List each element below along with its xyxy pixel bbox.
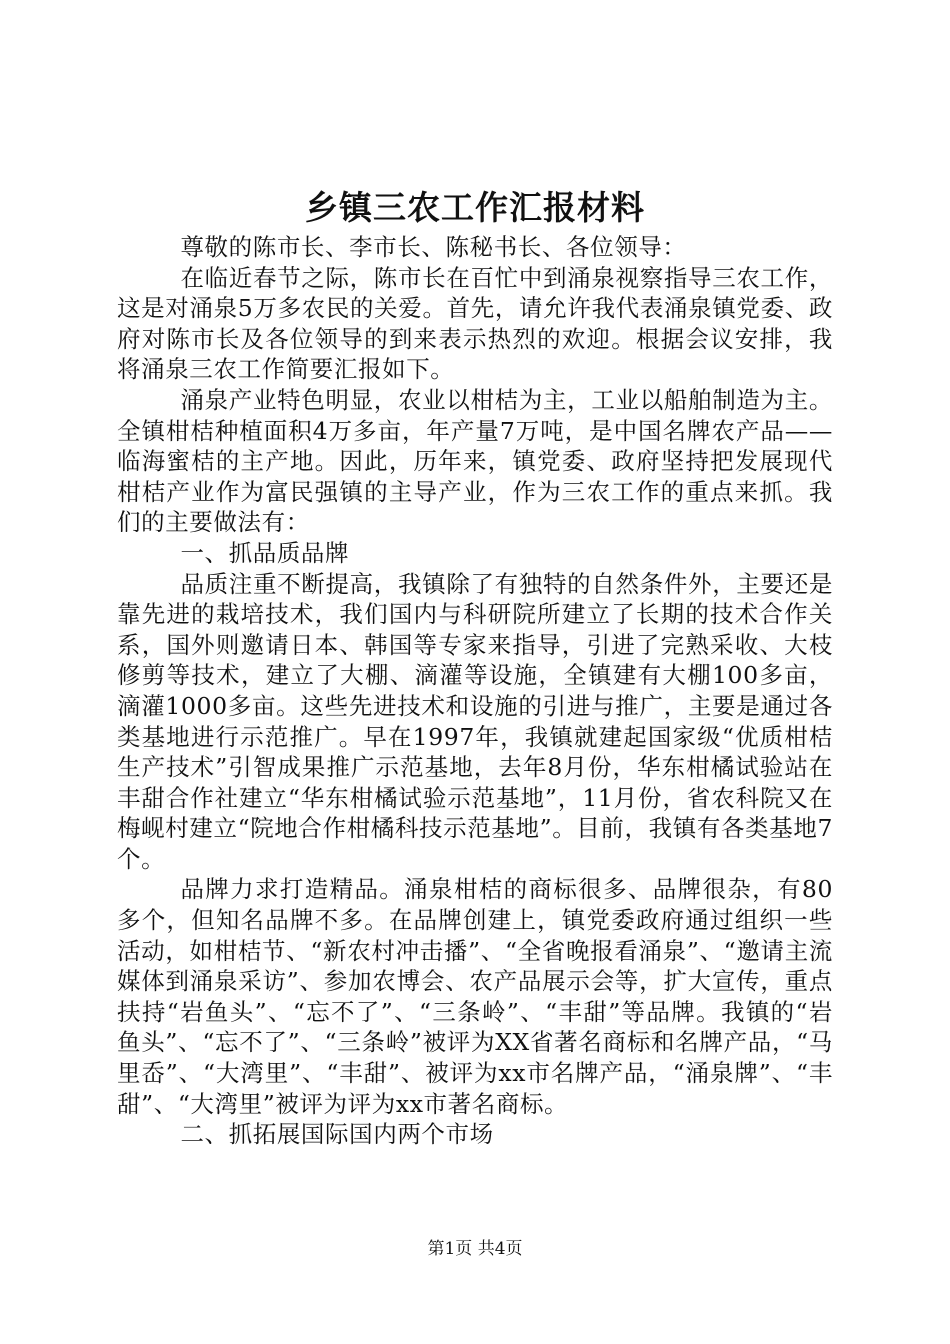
brand-paragraph: 品牌力求打造精品。涌泉柑桔的商标很多、品牌很杂，有80多个，但知名品牌不多。在品牌创建上，镇党委政府通过组织一些活动，如柑桔节、“新农村冲击播”、“全省晚报看涌泉”、“邀请主流媒体到涌泉采访”、参加农博会、农产品展示会等，扩大宣传，重点扶持“岩鱼头”、“忘不了”、“三条岭”、“丰甜”等品牌。我镇的“岩鱼头”、“忘不了”、“三条岭”被评为XX省著名商标和名牌产品，“马里岙”、“大湾里”、“丰甜”、被评为xx市名牌产品，“涌泉牌”、“丰甜”、“大湾里”被评为评为xx市著名商标。 bbox=[117, 875, 833, 1118]
intro-paragraph: 在临近春节之际，陈市长在百忙中到涌泉视察指导三农工作，这是对涌泉5万多农民的关爱。首先，请允许我代表涌泉镇党委、政府对陈市长及各位领导的到来表示热烈的欢迎。根据会议安排，我将涌泉三农工作简要汇报如下。 bbox=[117, 263, 833, 384]
document-body bbox=[117, 232, 833, 1150]
page-footer: 第1页 共4页 bbox=[427, 1239, 523, 1259]
industry-paragraph: 涌泉产业特色明显，农业以柑桔为主，工业以船舶制造为主。全镇柑桔种植面积4万多亩，年产量7万吨，是中国名牌农产品——临海蜜桔的主产地。因此，历年来，镇党委、政府坚持把发展现代柑桔产业作为富民强镇的主导产业，作为三农工作的重点来抓。我们的主要做法有： bbox=[117, 385, 833, 537]
document-title: 乡镇三农工作汇报材料 bbox=[305, 188, 645, 227]
section-heading-1: 一、抓品质品牌 bbox=[180, 538, 350, 567]
quality-paragraph: 品质注重不断提高，我镇除了有独特的自然条件外，主要还是靠先进的栽培技术，我们国内与科研院所建立了长期的技术合作关系，国外则邀请日本、韩国等专家来指导，引进了完熟采收、大枝修剪等技术，建立了大棚、滴灌等设施，全镇建有大棚100多亩，滴灌1000多亩。这些先进技术和设施的引进与推广，主要是通过各类基地进行示范推广。早在1997年，我镇就建起国家级“优质柑桔生产技术”引智成果推广示范基地，去年8月份，华东柑橘试验站在丰甜合作社建立“华东柑橘试验示范基地”，11月份，省农科院又在梅岘村建立“院地合作柑橘科技示范基地”。目前，我镇有各类基地7个。 bbox=[117, 569, 833, 873]
section-heading-2: 二、抓拓展国际国内两个市场 bbox=[180, 1120, 494, 1149]
salutation-paragraph: 尊敬的陈市长、李市长、陈秘书长、各位领导： bbox=[180, 233, 687, 261]
